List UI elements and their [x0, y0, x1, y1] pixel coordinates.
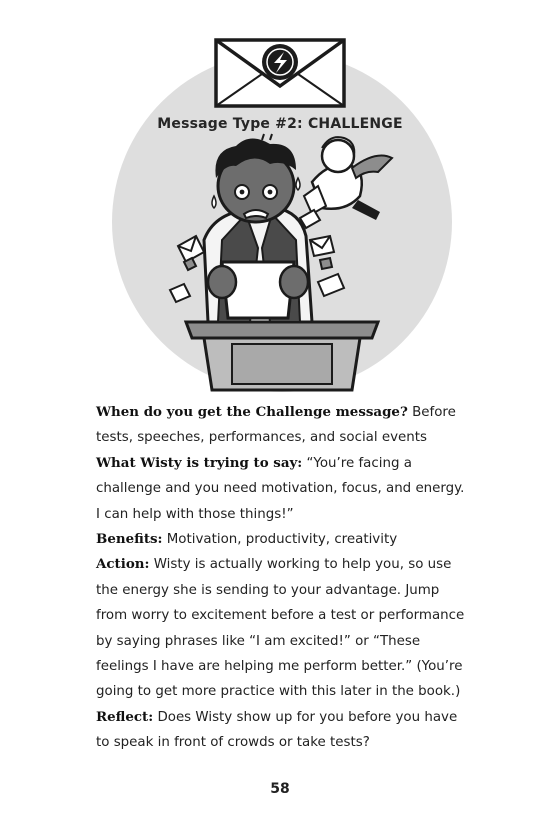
section-text: “You’re facing a challenge and you need motivation, focus, and energy. I can help with those things!”: [96, 455, 465, 522]
page-number: 58: [270, 781, 290, 797]
section-label: When do you get the Challenge message?: [96, 404, 408, 420]
podium: [186, 322, 378, 390]
chapter-illustration: [0, 0, 560, 395]
heading-type: CHALLENGE: [307, 116, 403, 132]
lightning-emblem-icon: [262, 44, 298, 80]
section-text: Wisty is actually working to help you, so use the energy she is sending to your advantage. Jump from worry to excitement before a test or performance by saying phrases like “I am excited!” or “These feelings I have are helping me perform better.” (You’re going to get more practice with this later in the book.): [96, 557, 465, 700]
section-label: Reflect:: [96, 708, 154, 725]
illustration-artwork: [0, 0, 560, 395]
heading-prefix: Message Type #2:: [157, 116, 308, 132]
section-label: Action:: [96, 556, 150, 573]
section-label: Benefits:: [96, 531, 163, 548]
section-what-wisty-says: [96, 451, 468, 527]
section-action: [96, 552, 468, 704]
section-text: Before tests, speeches, performances, and social events: [96, 405, 456, 446]
section-label: What Wisty is trying to say:: [96, 454, 303, 471]
section-reflect: [96, 705, 468, 756]
section-benefits: [96, 527, 468, 552]
body-text: [96, 400, 468, 756]
section-text: Motivation, productivity, creativity: [162, 532, 398, 548]
message-type-heading: [0, 116, 560, 132]
section-when: [96, 400, 468, 451]
section-text: Does Wisty show up for you before you have to speak in front of crowds or take tests?: [96, 709, 458, 751]
